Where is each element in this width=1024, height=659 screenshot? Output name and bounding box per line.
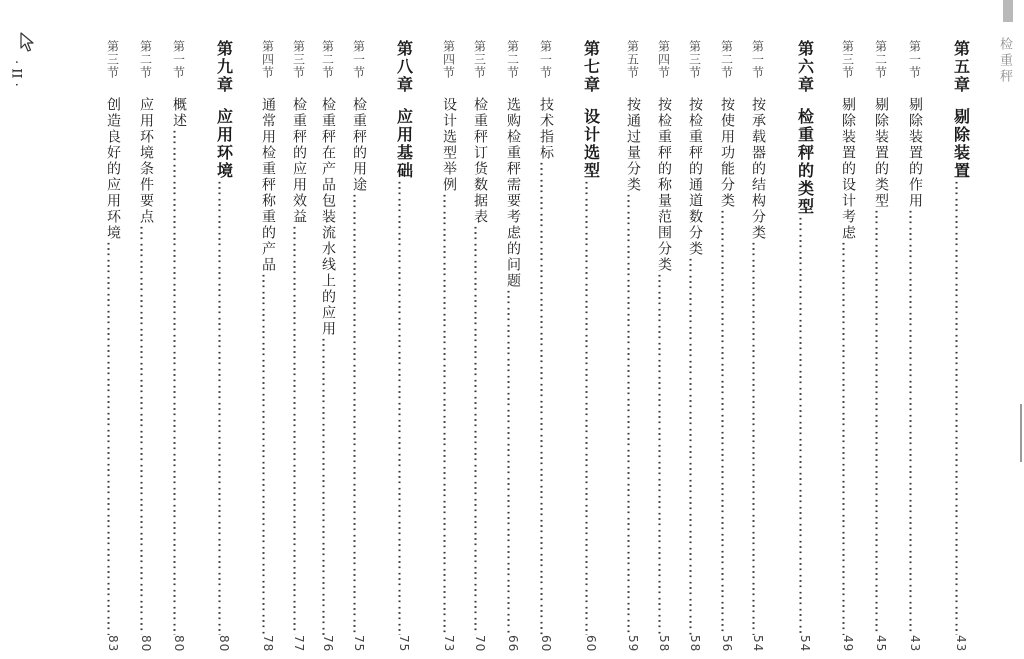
- section-number: 第一节: [538, 40, 553, 79]
- page-number: 76: [321, 634, 335, 652]
- leader-dots: [624, 193, 643, 635]
- section-number: 第四节: [656, 40, 671, 79]
- toc-entry-label: [503, 40, 523, 289]
- section-number: 第三节: [472, 40, 487, 79]
- page-number: 54: [798, 634, 812, 652]
- toc-chapter-entry[interactable]: [211, 40, 237, 652]
- page-number: 80: [139, 634, 153, 652]
- leader-dots: [104, 241, 123, 635]
- header-mark: [1003, 0, 1013, 22]
- toc-section-entry[interactable]: [835, 40, 861, 652]
- page-number: 66: [506, 634, 520, 652]
- toc-section-entry[interactable]: [286, 40, 312, 652]
- leader-dots: [319, 337, 338, 635]
- toc-entry-label: [136, 40, 156, 225]
- chapter-number: 第七章: [581, 40, 601, 94]
- toc-section-entry[interactable]: [467, 40, 493, 652]
- page-number: 54: [751, 634, 765, 652]
- toc-entry-label: [623, 40, 643, 193]
- leader-dots: [215, 180, 234, 635]
- leader-dots: [290, 225, 309, 635]
- chapter-title: 设计选型: [581, 108, 601, 180]
- page-number: 43: [954, 634, 968, 652]
- section-number: 第三节: [105, 40, 120, 79]
- section-title: 剔除装置的设计考虑: [840, 97, 856, 241]
- toc-entry-label: [536, 40, 556, 161]
- page-number: 77: [292, 634, 306, 652]
- chapter-title: 应用环境: [214, 108, 234, 180]
- leader-dots: [504, 289, 523, 635]
- section-number: 第二节: [320, 40, 335, 79]
- chapter-number: 第八章: [394, 40, 414, 94]
- page-number: 58: [657, 634, 671, 652]
- section-title: 技术指标: [538, 97, 554, 161]
- running-head-text: 检重秤: [997, 37, 1012, 86]
- toc-entry-label: [258, 40, 278, 273]
- toc-entry-label: [103, 40, 123, 241]
- section-number: 第二节: [138, 40, 153, 79]
- section-title: 按检重秤的通道数分类: [687, 97, 703, 257]
- toc-section-entry[interactable]: [745, 40, 771, 652]
- page-number: 60: [584, 634, 598, 652]
- section-title: 按承载器的结构分类: [750, 97, 766, 241]
- section-title: 应用环境条件要点: [138, 97, 154, 225]
- section-title: 按通过量分类: [625, 97, 641, 193]
- section-title: 剔除装置的类型: [873, 97, 889, 209]
- toc-entry-label: [213, 40, 236, 180]
- toc-section-entry[interactable]: [651, 40, 677, 652]
- chapter-title: 检重秤的类型: [795, 108, 815, 216]
- section-number: 第一节: [750, 40, 765, 79]
- leader-dots: [395, 180, 414, 635]
- section-title: 通常用检重秤称重的产品: [260, 97, 276, 273]
- toc-entry-label: [393, 40, 416, 180]
- chapter-title: 剔除装置: [951, 108, 971, 180]
- toc-section-entry[interactable]: [100, 40, 126, 652]
- chapter-number: 第五章: [951, 40, 971, 94]
- toc-section-entry[interactable]: [868, 40, 894, 652]
- leader-dots: [471, 225, 490, 635]
- section-title: 创造良好的应用环境: [105, 97, 121, 241]
- leader-dots: [537, 161, 556, 635]
- section-title: 检重秤的应用效益: [291, 97, 307, 225]
- toc-section-entry[interactable]: [255, 40, 281, 652]
- leader-dots: [906, 209, 925, 635]
- toc-chapter-entry[interactable]: [578, 40, 604, 652]
- section-title: 检重秤的用途: [351, 97, 367, 193]
- section-title: 剔除装置的作用: [907, 97, 923, 209]
- toc-section-entry[interactable]: [682, 40, 708, 652]
- toc-section-entry[interactable]: [500, 40, 526, 652]
- section-title: 按使用功能分类: [719, 97, 735, 209]
- toc-section-entry[interactable]: [620, 40, 646, 652]
- section-number: 第三节: [687, 40, 702, 79]
- leader-dots: [582, 180, 601, 635]
- chapter-title: 应用基础: [394, 108, 414, 180]
- toc-entry-label: [470, 40, 490, 225]
- page-number: 75: [397, 634, 411, 652]
- leader-dots: [170, 129, 189, 635]
- leader-dots: [350, 193, 369, 635]
- toc-entry-label: [580, 40, 603, 180]
- leader-dots: [686, 257, 705, 635]
- toc-chapter-entry[interactable]: [948, 40, 974, 652]
- leader-dots: [259, 273, 278, 635]
- section-title: 选购检重秤需要考虑的问题: [505, 97, 521, 289]
- leader-dots: [952, 180, 971, 635]
- page-number: 43: [908, 634, 922, 652]
- toc-entry-label: [318, 40, 338, 337]
- page-number: 83: [106, 634, 120, 652]
- section-title: 设计选型举例: [441, 97, 457, 193]
- chapter-number: 第九章: [214, 40, 234, 94]
- toc-entry-label: [838, 40, 858, 241]
- toc-section-entry[interactable]: [533, 40, 559, 652]
- section-number: 第一节: [907, 40, 922, 79]
- toc-section-entry[interactable]: [133, 40, 159, 652]
- toc-entry-label: [289, 40, 309, 225]
- section-number: 第二节: [719, 40, 734, 79]
- section-title: 检重秤订货数据表: [472, 97, 488, 225]
- toc-section-entry[interactable]: [315, 40, 341, 652]
- toc-entry-label: [950, 40, 973, 180]
- section-title: 检重秤在产品包装流水线上的应用: [320, 97, 336, 337]
- toc-entry-label: [717, 40, 737, 209]
- toc-entry-label: [439, 40, 459, 193]
- section-number: 第一节: [171, 40, 186, 79]
- toc-section-entry[interactable]: [346, 40, 372, 652]
- section-number: 第一节: [351, 40, 366, 79]
- page-number: 59: [626, 634, 640, 652]
- page-number: 58: [688, 634, 702, 652]
- leader-dots: [655, 273, 674, 635]
- running-head: [992, 0, 1014, 120]
- section-number: 第三节: [840, 40, 855, 79]
- section-number: 第四节: [441, 40, 456, 79]
- page-number: 78: [261, 634, 275, 652]
- page-number: 70: [473, 634, 487, 652]
- leader-dots: [872, 209, 891, 635]
- toc-section-entry[interactable]: [714, 40, 740, 652]
- leader-dots: [137, 225, 156, 635]
- section-number: 第二节: [505, 40, 520, 79]
- page-number: 80: [172, 634, 186, 652]
- section-number: 第二节: [873, 40, 888, 79]
- chapter-number: 第六章: [795, 40, 815, 94]
- section-number: 第四节: [260, 40, 275, 79]
- toc-chapter-entry[interactable]: [391, 40, 417, 652]
- toc-section-entry[interactable]: [166, 40, 192, 652]
- toc-entry-label: [794, 40, 817, 216]
- page-number: 56: [720, 634, 734, 652]
- toc-entry-label: [685, 40, 705, 257]
- toc-entry-label: [748, 40, 768, 241]
- leader-dots: [796, 216, 815, 635]
- page-number: 75: [352, 634, 366, 652]
- section-title: 概述: [171, 97, 187, 129]
- leader-dots: [718, 209, 737, 635]
- section-number: 第五节: [625, 40, 640, 79]
- toc-entry-label: [654, 40, 674, 273]
- leader-dots: [749, 241, 768, 635]
- leader-dots: [440, 193, 459, 635]
- page-number: 60: [539, 634, 553, 652]
- toc-section-entry[interactable]: [436, 40, 462, 652]
- toc-entry-label: [871, 40, 891, 209]
- toc-entry-label: [905, 40, 925, 209]
- toc-section-entry[interactable]: [902, 40, 928, 652]
- toc-entry-label: [349, 40, 369, 193]
- scroll-indicator[interactable]: [1020, 404, 1022, 462]
- section-title: 按检重秤的称量范围分类: [656, 97, 672, 273]
- leader-dots: [839, 241, 858, 635]
- toc-entry-label: [169, 40, 189, 129]
- page-number: 45: [874, 634, 888, 652]
- page-number: 49: [841, 634, 855, 652]
- mouse-pointer-icon: [20, 32, 36, 52]
- section-number: 第三节: [291, 40, 306, 79]
- page-number: 73: [442, 634, 456, 652]
- toc-chapter-entry[interactable]: [792, 40, 818, 652]
- page-number: 80: [217, 634, 231, 652]
- page-number-marker: · II ·: [8, 59, 24, 87]
